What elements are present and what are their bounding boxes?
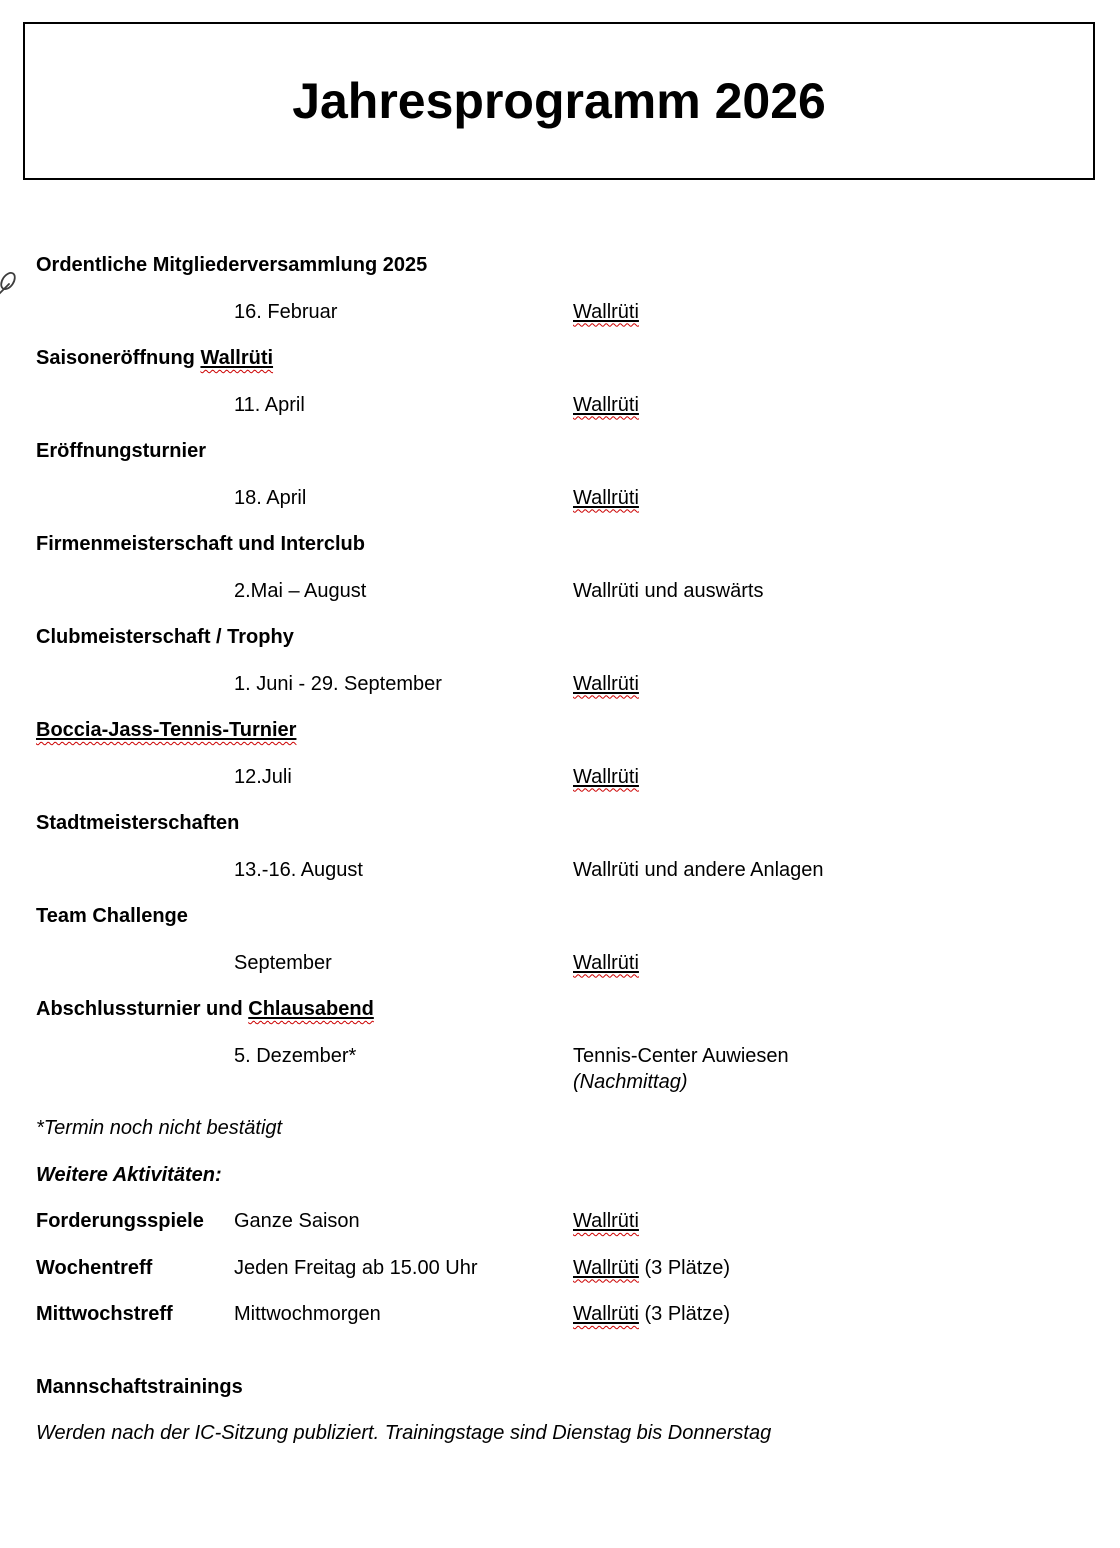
event-date: 1. Juni - 29. September bbox=[234, 672, 442, 695]
event-date: 12.Juli bbox=[234, 765, 292, 788]
activity-row bbox=[36, 1208, 1096, 1234]
event-date: 18. April bbox=[234, 486, 307, 509]
event-detail-row bbox=[36, 950, 1096, 976]
event-location bbox=[573, 671, 1096, 697]
event-detail-row bbox=[36, 1043, 1096, 1095]
event-location bbox=[573, 1043, 1096, 1095]
trainings-note: Werden nach der IC-Sitzung publiziert. Trainingstage sind Dienstag bis Donnerstag bbox=[36, 1422, 772, 1444]
event-date: 13.-16. August bbox=[234, 858, 363, 881]
misspelled-word: Wallrüti bbox=[573, 1303, 639, 1325]
misspelled-word: Wallrüti bbox=[573, 393, 639, 416]
misspelled-word: Wallrüti bbox=[573, 672, 639, 695]
title-box bbox=[23, 22, 1095, 180]
event-title-text: Firmenmeisterschaft und Interclub bbox=[36, 533, 365, 555]
event-heading bbox=[36, 438, 1096, 464]
misspelled-word: Wallrüti bbox=[573, 300, 639, 323]
event-location bbox=[573, 485, 1096, 511]
event-date: September bbox=[234, 951, 332, 974]
event-date: 2.Mai – August bbox=[234, 579, 367, 602]
activity-detail: Mittwochmorgen bbox=[234, 1303, 381, 1325]
location-text: Wallrüti und auswärts bbox=[573, 579, 764, 602]
event-heading bbox=[36, 717, 1096, 743]
location-text: (3 Plätze) bbox=[638, 1303, 731, 1325]
event-location bbox=[573, 950, 1096, 976]
document-page bbox=[0, 22, 1120, 1548]
location-text: Tennis-Center Auwiesen bbox=[573, 1044, 789, 1067]
activity-label: Wochentreff bbox=[36, 1256, 153, 1279]
activity-location bbox=[573, 1301, 1096, 1327]
event-date: 16. Februar bbox=[234, 300, 338, 323]
pen-scribble-icon bbox=[0, 269, 21, 299]
misspelled-word: Wallrüti bbox=[573, 765, 639, 788]
misspelled-word: Wallrüti bbox=[573, 486, 639, 509]
footnote: *Termin noch nicht bestätigt bbox=[36, 1117, 283, 1139]
event-location bbox=[573, 764, 1096, 790]
misspelled-word: Wallrüti bbox=[573, 951, 639, 974]
event-heading bbox=[36, 252, 1096, 278]
event-title-text: Abschlussturnier und bbox=[36, 998, 249, 1020]
event-heading bbox=[36, 345, 1096, 371]
event-title-text: Clubmeisterschaft / Trophy bbox=[36, 626, 294, 648]
activity-detail: Ganze Saison bbox=[234, 1210, 360, 1232]
event-detail-row bbox=[36, 485, 1096, 511]
event-title-text: Ordentliche Mitgliederversammlung 2025 bbox=[36, 254, 428, 276]
event-date: 5. Dezember* bbox=[234, 1044, 357, 1067]
event-detail-row bbox=[36, 764, 1096, 790]
event-detail-row bbox=[36, 671, 1096, 697]
event-location bbox=[573, 392, 1096, 418]
event-heading bbox=[36, 903, 1096, 929]
activity-row bbox=[36, 1255, 1096, 1281]
misspelled-word: Boccia-Jass-Tennis-Turnier bbox=[36, 719, 297, 741]
activity-label: Forderungsspiele bbox=[36, 1210, 204, 1232]
event-location bbox=[573, 578, 1096, 604]
event-date: 11. April bbox=[234, 393, 305, 416]
event-heading bbox=[36, 624, 1096, 650]
misspelled-word: Chlausabend bbox=[248, 998, 374, 1020]
activity-label: Mittwochstreff bbox=[36, 1303, 173, 1325]
misspelled-word: Wallrüti bbox=[573, 1256, 639, 1279]
activity-detail: Jeden Freitag ab 15.00 Uhr bbox=[234, 1256, 478, 1279]
location-text: Wallrüti und andere Anlagen bbox=[573, 858, 824, 881]
event-heading bbox=[36, 810, 1096, 836]
event-heading bbox=[36, 531, 1096, 557]
event-heading bbox=[36, 996, 1096, 1022]
event-detail-row bbox=[36, 857, 1096, 883]
document-body bbox=[0, 252, 1120, 1446]
event-title-text: Saisoneröffnung bbox=[36, 347, 201, 369]
activity-row bbox=[36, 1301, 1096, 1327]
trainings-heading: Mannschaftstrainings bbox=[36, 1375, 243, 1398]
activity-location bbox=[573, 1255, 1096, 1281]
event-title-text: Eröffnungsturnier bbox=[36, 440, 206, 462]
event-detail-row bbox=[36, 299, 1096, 325]
activities-heading: Weitere Aktivitäten: bbox=[36, 1163, 222, 1186]
event-title-text: Stadtmeisterschaften bbox=[36, 812, 240, 834]
event-detail-row bbox=[36, 578, 1096, 604]
event-title-text: Team Challenge bbox=[36, 905, 188, 927]
event-detail-row bbox=[36, 392, 1096, 418]
location-text: (3 Plätze) bbox=[638, 1256, 731, 1279]
misspelled-word: Wallrüti bbox=[200, 347, 274, 369]
activity-location bbox=[573, 1208, 1096, 1234]
misspelled-word: Wallrüti bbox=[573, 1210, 639, 1232]
location-note: (Nachmittag) bbox=[573, 1070, 688, 1093]
event-location bbox=[573, 299, 1096, 325]
event-location bbox=[573, 857, 1096, 883]
page-title: Jahresprogramm 2026 bbox=[292, 73, 826, 129]
